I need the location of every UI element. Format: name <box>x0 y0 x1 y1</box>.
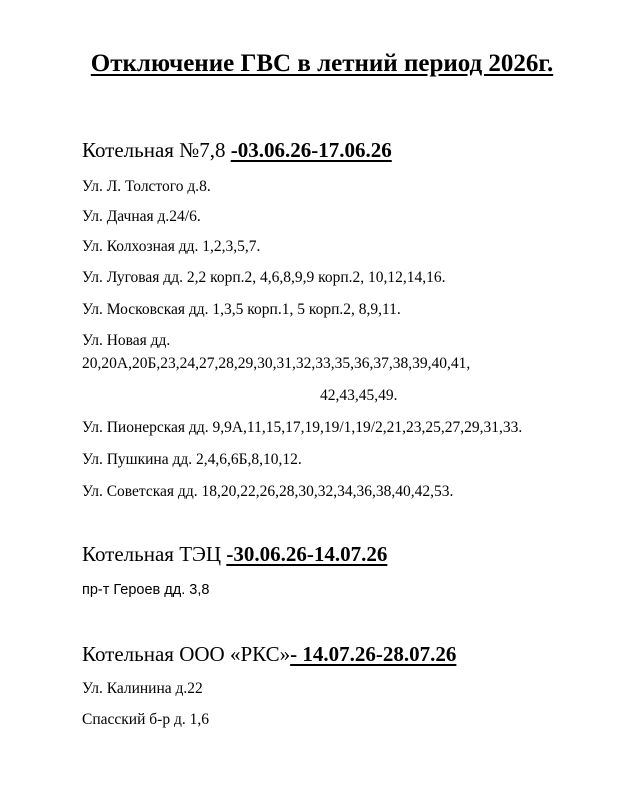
address-line: Ул. Л. Толстого д.8. <box>82 178 211 195</box>
address-line: Ул. Колхозная дд. 1,2,3,5,7. <box>82 238 261 255</box>
section-heading-boiler-7-8 <box>82 138 392 163</box>
address-line: пр-т Героев дд. 3,8 <box>82 582 210 598</box>
address-line: Ул. Луговая дд. 2,2 корп.2, 4,6,8,9,9 корп.2, 10,12,14,16. <box>82 269 446 286</box>
section-name: Котельная ООО «РКС» <box>82 642 291 666</box>
address-line-continuation: 42,43,45,49. <box>320 387 398 404</box>
address-line: Ул. Новая дд. <box>82 332 171 349</box>
section-heading-boiler-tec <box>82 542 387 567</box>
section-dates: -30.06.26-14.07.26 <box>226 542 388 566</box>
section-name: Котельная ТЭЦ <box>82 542 227 566</box>
address-line: Спасский б-р д. 1,6 <box>82 711 209 728</box>
address-line: Ул. Пионерская дд. 9,9А,11,15,17,19,19/1,19/2,21,23,25,27,29,31,33. <box>82 419 523 436</box>
section-dates: -03.06.26-17.06.26 <box>230 138 392 162</box>
address-line: Ул. Пушкина дд. 2,4,6,6Б,8,10,12. <box>82 451 302 468</box>
address-line: Ул. Дачная д.24/6. <box>82 208 201 225</box>
page-title: Отключение ГВС в летний период 2026г. <box>90 50 554 77</box>
section-heading-boiler-rks <box>82 642 456 667</box>
address-line-continuation: 20,20А,20Б,23,24,27,28,29,30,31,32,33,35,36,37,38,39,40,41, <box>82 355 471 372</box>
address-line: Ул. Советская дд. 18,20,22,26,28,30,32,34,36,38,40,42,53. <box>82 483 454 500</box>
address-line: Ул. Московская дд. 1,3,5 корп.1, 5 корп.2, 8,9,11. <box>82 301 401 318</box>
section-dates: - 14.07.26-28.07.26 <box>290 642 457 666</box>
section-name: Котельная №7,8 <box>82 138 231 162</box>
address-line: Ул. Калинина д.22 <box>82 680 203 697</box>
